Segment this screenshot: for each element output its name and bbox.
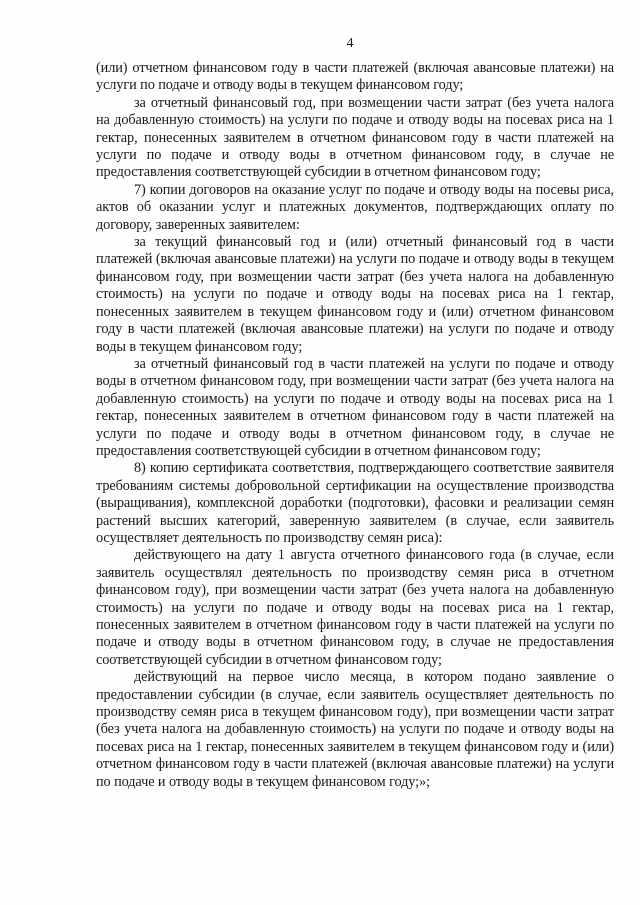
paragraph: за отчетный финансовый год в части платежей на услуги по подаче и отводу воды в отчетном финансовом году, при возмещении части затрат (без учета налога на добавленную стоимость) на услуги по подаче и отводу воды на посевах риса на 1 гектар, понесенных заявителем в отчетном финансовом году в части платежей на услуги по подаче и отводу воды в отчетном финансовом году, в случае не предоставления соответствующей субсидии в отчетном финансовом году; <box>96 355 614 459</box>
paragraph: за текущий финансовый год и (или) отчетный финансовый год в части платежей (включая авансовые платежи) на услуги по подаче и отводу воды в текущем финансовом году, при возмещении части затрат (без учета налога на добавленную стоимость) на услуги по подаче и отводу воды на посевах риса на 1 гектар, понесенных заявителем в текущем финансовом году и (или) отчетном финансовом году в части платежей (включая авансовые платежи) на услуги по подаче и отводу воды в текущем финансовом году; <box>96 234 614 355</box>
paragraph: за отчетный финансовый год, при возмещении части затрат (без учета налога на добавленную стоимость) на услуги по подаче и отводу воды на посевах риса на 1 гектар, понесенных заявителем в отчетном финансовом году в части платежей на услуги по подаче и отводу воды в отчетном финансовом году, в случае не предоставления соответствующей субсидии в отчетном финансовом году; <box>96 94 614 181</box>
paragraph: 8) копию сертификата соответствия, подтверждающего соответствие заявителя требованиям системы добровольной сертификации на осуществление производства (выращивания), комплексной доработки (подготовки), фасовки и реализации семян растений высших категорий, заверенную заявителем (в случае, если заявитель осуществляет деятельность по производству семян риса): <box>96 460 614 546</box>
page-number: 4 <box>346 36 354 51</box>
paragraph: действующий на первое число месяца, в котором подано заявление о предоставлении субсидии (в случае, если заявитель осуществляет деятельность по производству семян риса в текущем финансовом году), при возмещении части затрат (без учета налога на добавленную стоимость) на услуги по подаче и отводу воды на посевах риса на 1 гектар, понесенных заявителем в текущем финансовом году и (или) отчетном финансовом году в части платежей (включая авансовые платежи) на услуги по подаче и отводу воды в текущем финансовом году;»; <box>96 669 614 790</box>
paragraph: (или) отчетном финансовом году в части платежей (включая авансовые платежи) на услуги по подаче и отводу воды в текущем финансовом году; <box>96 60 614 94</box>
paragraph: 7) копии договоров на оказание услуг по подаче и отводу воды на посевы риса, актов об оказании услуг и платежных документов, подтверждающих оплату по договору, заверенных заявителем: <box>96 181 614 233</box>
paragraph: действующего на дату 1 августа отчетного финансового года (в случае, если заявитель осуществлял деятельность по производству семян риса в отчетном финансовом году), при возмещении части затрат (без учета налога на добавленную стоимость) на услуги по подаче и отводу воды на посевах риса на 1 гектар, понесенных заявителем в отчетном финансовом году в части платежей на услуги по подаче и отводу воды в отчетном финансовом году, в случае не предоставления соответствующей субсидии в отчетном финансовом году; <box>96 547 614 668</box>
document-body <box>96 60 614 791</box>
